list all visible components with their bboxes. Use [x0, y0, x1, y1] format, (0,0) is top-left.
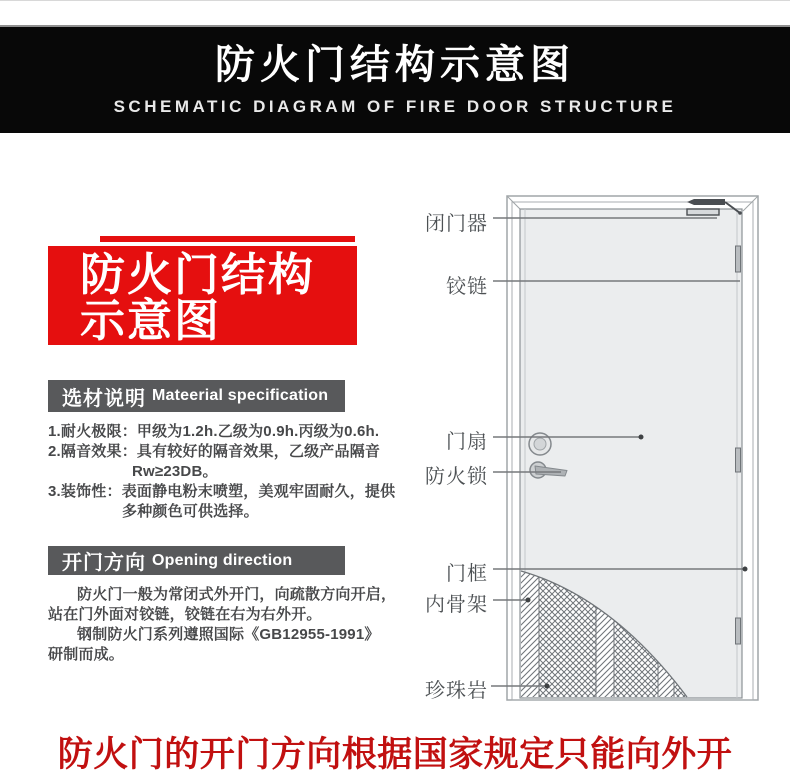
footer-warning-text: 防火门的开门方向根据国家规定只能向外开: [57, 735, 733, 774]
material-section-header: [48, 380, 345, 412]
opening-section-header: [48, 546, 345, 575]
opening-line: 防火门一般为常闭式外开门，向疏散方向开启，: [77, 586, 397, 603]
fire-door-diagram: [400, 180, 790, 725]
label-perlite: 珍珠岩: [425, 680, 488, 702]
material-line: 多种颜色可供选择。: [122, 503, 259, 520]
red-banner-line2: 示意图: [80, 296, 222, 346]
material-line: 1.耐火极限：甲级为1.2h.乙级为0.9h.丙级为0.6h.: [48, 423, 380, 440]
material-title-cn: 选材说明: [62, 387, 146, 410]
opening-line: 站在门外面对铰链，铰链在右为右外开。: [48, 606, 322, 623]
material-section-body: [48, 422, 396, 522]
opening-section-body: [48, 585, 397, 665]
label-inner-skeleton: 内骨架: [425, 594, 488, 616]
label-door-closer: 闭门器: [425, 213, 488, 235]
material-title-en: Mateerial specification: [152, 387, 329, 404]
top-divider-line: [0, 0, 790, 1]
opening-line: 研制而成。: [48, 646, 125, 663]
page-title: 防火门结构示意图: [215, 42, 575, 87]
opening-line: 钢制防火门系列遵照国际《GB12955-1991》: [77, 626, 380, 643]
red-accent-strip: [100, 236, 355, 242]
page-subtitle: SCHEMATIC DIAGRAM OF FIRE DOOR STRUCTURE: [113, 97, 677, 116]
material-line: Rw≥23DB。: [132, 463, 218, 480]
material-line: 3.装饰性：表面静电粉末喷塑，美观牢固耐久，提供: [48, 483, 396, 500]
material-line: 2.隔音效果：具有较好的隔音效果，乙级产品隔音: [48, 443, 381, 460]
label-hinge: 铰链: [446, 276, 488, 298]
opening-title-cn: 开门方向: [62, 552, 146, 574]
label-fire-lock: 防火锁: [425, 466, 488, 488]
red-title-banner: [48, 246, 357, 345]
header-banner: [0, 25, 790, 133]
label-door-leaf: 门扇: [446, 431, 488, 453]
label-door-frame: 门框: [446, 563, 488, 585]
red-banner-line1: 防火门结构: [80, 250, 316, 300]
opening-title-en: Opening direction: [152, 551, 293, 569]
